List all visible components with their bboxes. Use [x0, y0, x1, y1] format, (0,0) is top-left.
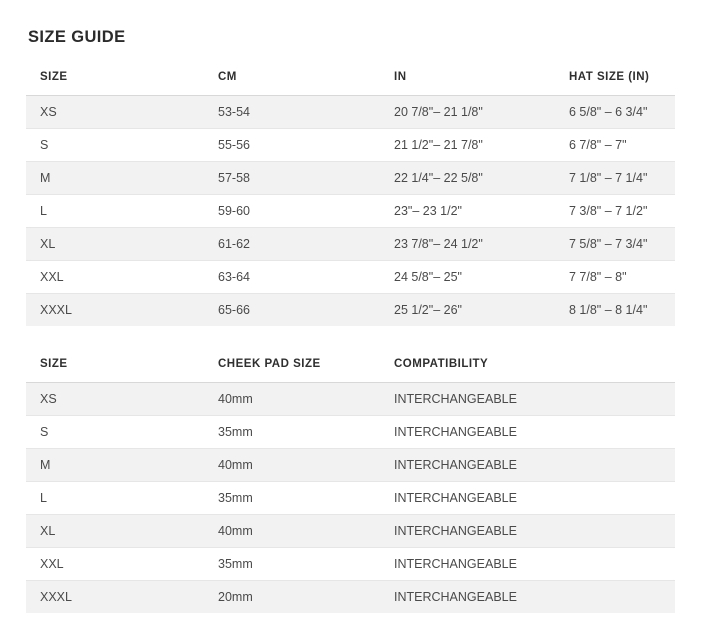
cell-cheek-pad-size: 40mm: [204, 449, 380, 482]
cell-cheek-pad-size: 20mm: [204, 581, 380, 614]
cell-compatibility: INTERCHANGEABLE: [380, 383, 675, 416]
table-header-row: [26, 65, 675, 96]
cheek-pad-table: [26, 352, 675, 613]
cell-size: XXL: [26, 548, 204, 581]
column-header-size: SIZE: [26, 352, 204, 383]
page-title: SIZE GUIDE: [28, 28, 126, 46]
cell-in: 22 1/4"– 22 5/8": [380, 162, 555, 195]
table-row: [26, 548, 675, 581]
cell-compatibility: INTERCHANGEABLE: [380, 449, 675, 482]
cell-hat-size: 7 1/8" – 7 1/4": [555, 162, 675, 195]
cell-compatibility: INTERCHANGEABLE: [380, 482, 675, 515]
cell-in: 23"– 23 1/2": [380, 195, 555, 228]
table-row: [26, 162, 675, 195]
table-row: [26, 449, 675, 482]
cell-size: S: [26, 416, 204, 449]
cell-hat-size: 7 5/8" – 7 3/4": [555, 228, 675, 261]
cell-cm: 61-62: [204, 228, 380, 261]
cell-cheek-pad-size: 35mm: [204, 416, 380, 449]
cell-size: M: [26, 162, 204, 195]
cell-compatibility: INTERCHANGEABLE: [380, 515, 675, 548]
cell-cm: 57-58: [204, 162, 380, 195]
cell-size: L: [26, 195, 204, 228]
table-row: [26, 416, 675, 449]
cell-in: 24 5/8"– 25": [380, 261, 555, 294]
cell-size: S: [26, 129, 204, 162]
size-table: [26, 65, 675, 326]
cell-cheek-pad-size: 35mm: [204, 482, 380, 515]
cell-hat-size: 6 7/8" – 7": [555, 129, 675, 162]
cell-hat-size: 7 3/8" – 7 1/2": [555, 195, 675, 228]
column-header-size: SIZE: [26, 65, 204, 96]
column-header-cm: CM: [204, 65, 380, 96]
cell-size: XXXL: [26, 581, 204, 614]
size-table-body: [26, 96, 675, 327]
column-header-hat-size: HAT SIZE (IN): [555, 65, 675, 96]
table-header-row: [26, 352, 675, 383]
cell-cm: 63-64: [204, 261, 380, 294]
column-header-cheek-pad-size: CHEEK PAD SIZE: [204, 352, 380, 383]
cell-size: XL: [26, 515, 204, 548]
cell-cm: 59-60: [204, 195, 380, 228]
cell-in: 23 7/8"– 24 1/2": [380, 228, 555, 261]
table-row: [26, 96, 675, 129]
cheek-pad-table-body: [26, 383, 675, 614]
cell-size: XXL: [26, 261, 204, 294]
cell-cheek-pad-size: 35mm: [204, 548, 380, 581]
cell-cm: 65-66: [204, 294, 380, 327]
cell-in: 25 1/2"– 26": [380, 294, 555, 327]
table-row: [26, 195, 675, 228]
cell-size: XXXL: [26, 294, 204, 327]
cell-cm: 55-56: [204, 129, 380, 162]
cell-size: XL: [26, 228, 204, 261]
cell-size: L: [26, 482, 204, 515]
table-row: [26, 515, 675, 548]
cell-cm: 53-54: [204, 96, 380, 129]
table-row: [26, 228, 675, 261]
table-row: [26, 482, 675, 515]
cell-in: 20 7/8"– 21 1/8": [380, 96, 555, 129]
cell-compatibility: INTERCHANGEABLE: [380, 548, 675, 581]
column-header-compatibility: COMPATIBILITY: [380, 352, 675, 383]
cell-in: 21 1/2"– 21 7/8": [380, 129, 555, 162]
cell-hat-size: 7 7/8" – 8": [555, 261, 675, 294]
cell-size: M: [26, 449, 204, 482]
table-row: [26, 383, 675, 416]
cell-compatibility: INTERCHANGEABLE: [380, 416, 675, 449]
table-row: [26, 261, 675, 294]
cell-hat-size: 6 5/8" – 6 3/4": [555, 96, 675, 129]
cell-compatibility: INTERCHANGEABLE: [380, 581, 675, 614]
cell-cheek-pad-size: 40mm: [204, 383, 380, 416]
cell-hat-size: 8 1/8" – 8 1/4": [555, 294, 675, 327]
cell-cheek-pad-size: 40mm: [204, 515, 380, 548]
table-row: [26, 129, 675, 162]
cell-size: XS: [26, 383, 204, 416]
cell-size: XS: [26, 96, 204, 129]
table-row: [26, 581, 675, 614]
column-header-in: IN: [380, 65, 555, 96]
table-row: [26, 294, 675, 327]
